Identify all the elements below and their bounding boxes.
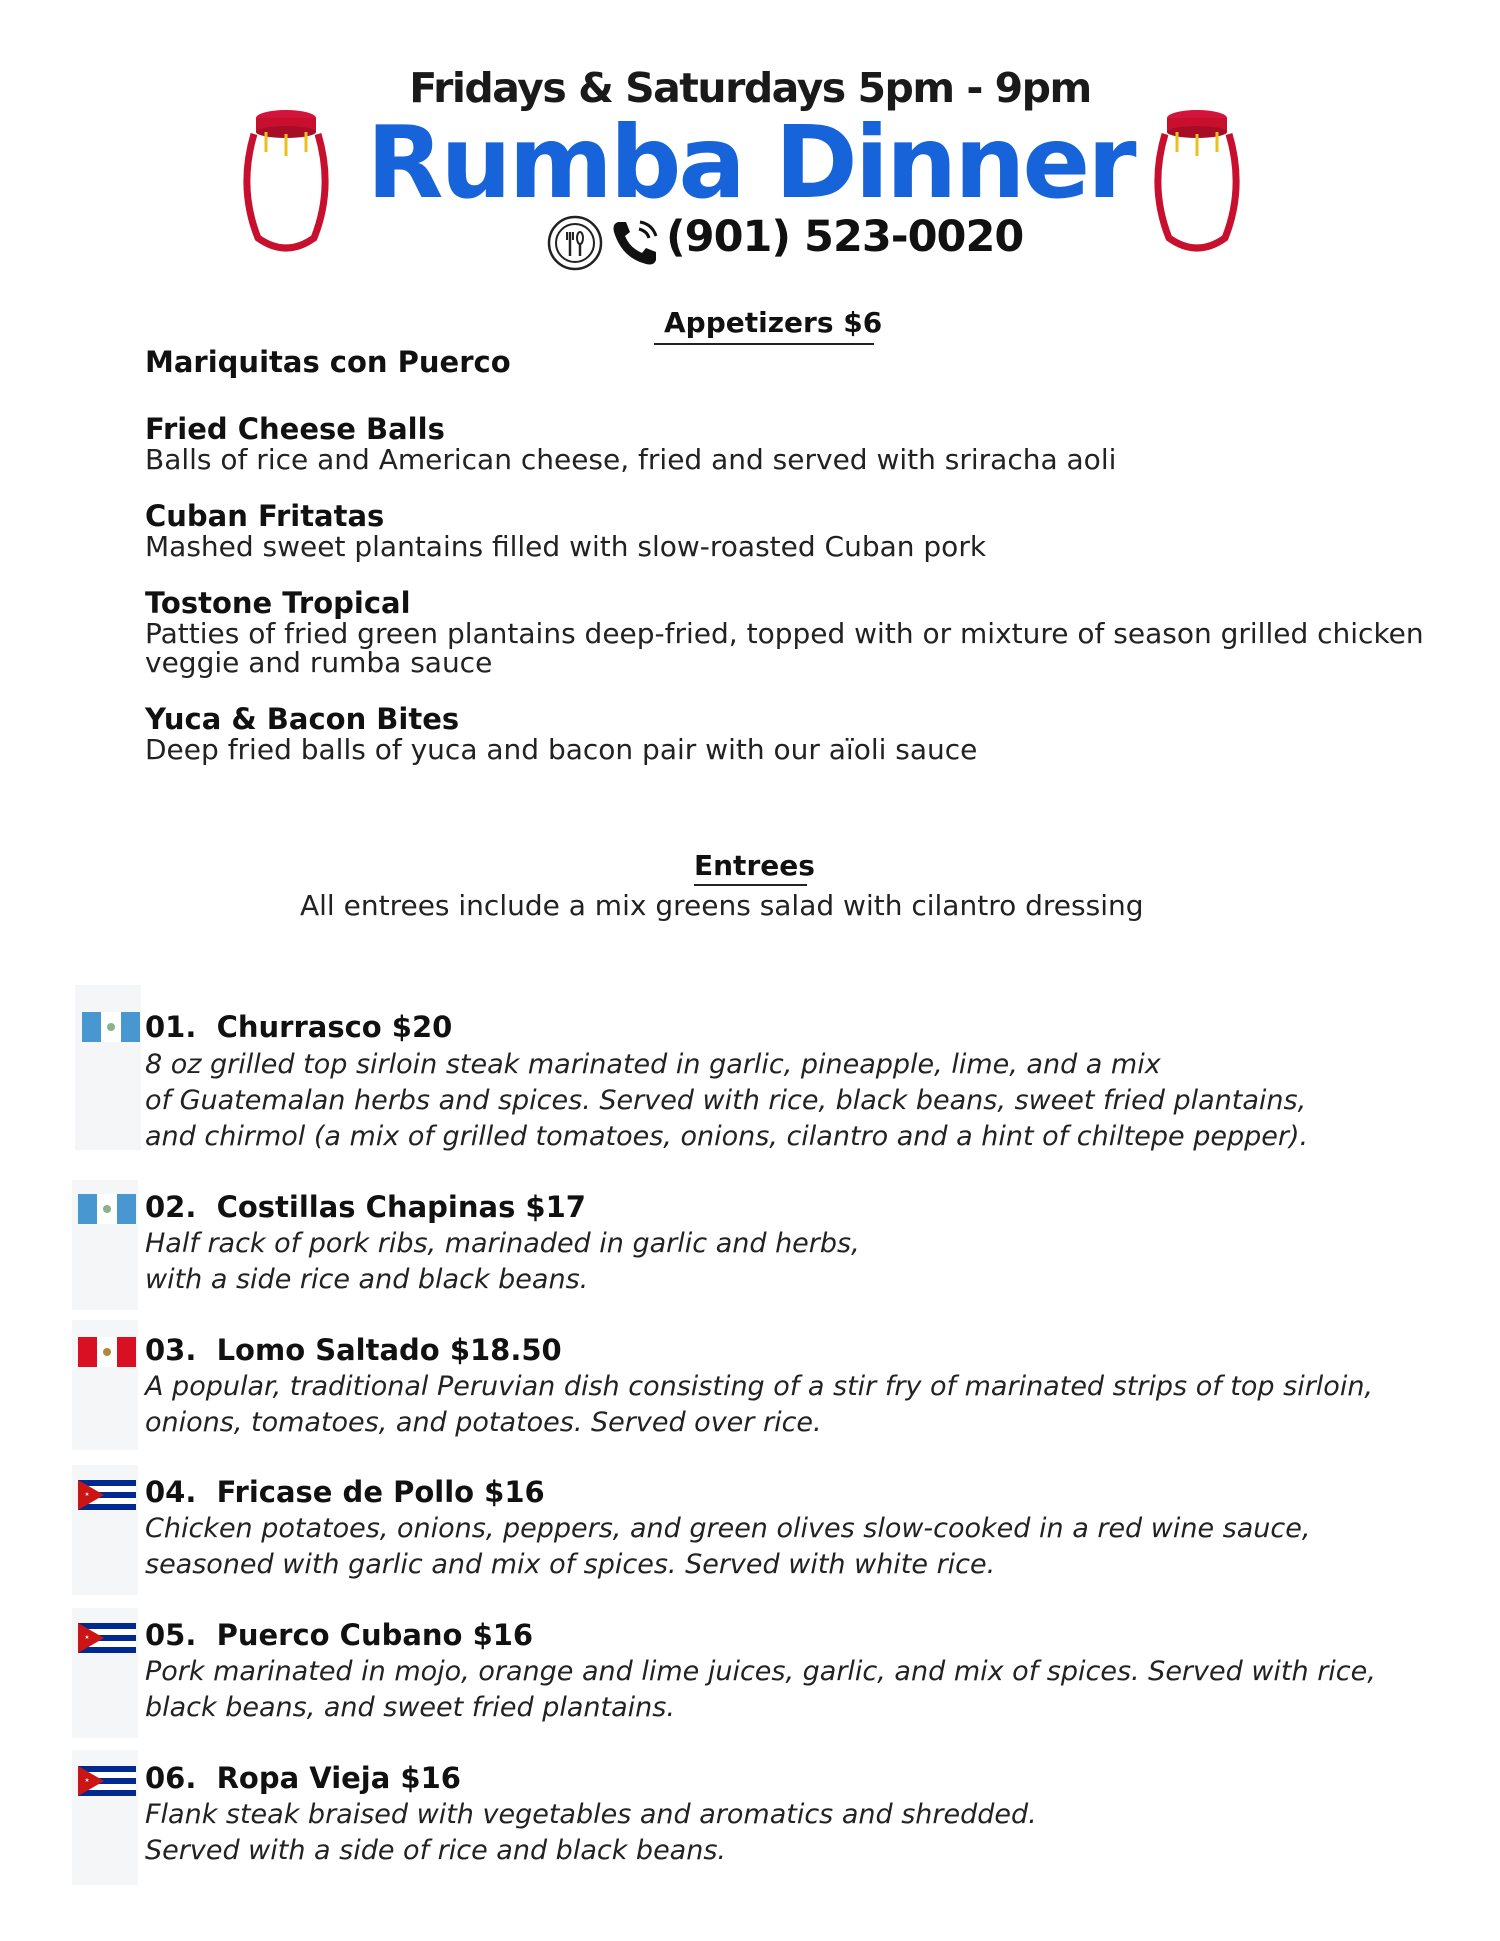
guatemala-flag-icon — [82, 1012, 140, 1042]
entree-description: and chirmol (a mix of grilled tomatoes, onions, cilantro and a hint of chiltepe pepper). — [145, 1121, 1309, 1152]
entree-description: Half rack of pork ribs, marinaded in garlic and herbs, — [145, 1228, 860, 1259]
appetizer-description: Balls of rice and American cheese, fried and served with sriracha aoli — [145, 443, 1117, 476]
cuba-flag-icon — [78, 1766, 136, 1796]
appetizer-description: veggie and rumba sauce — [145, 646, 493, 679]
cuba-flag-icon — [78, 1480, 136, 1510]
entrees-note: All entrees include a mix greens salad with cilantro dressing — [300, 889, 1144, 922]
phone-icon — [608, 216, 662, 270]
entree-title — [145, 1010, 452, 1044]
entree-description: with a side rice and black beans. — [145, 1264, 589, 1295]
entree-title — [145, 1190, 586, 1224]
schedule-text: Fridays & Saturdays 5pm - 9pm — [409, 64, 1091, 112]
appetizer-name: Fried Cheese Balls — [145, 412, 445, 446]
appetizer-description: Mashed sweet plantains filled with slow-roasted Cuban pork — [145, 530, 987, 563]
entree-name: Churrasco $20 — [216, 1010, 453, 1044]
entree-name: Costillas Chapinas $17 — [216, 1190, 586, 1224]
appetizers-underline — [654, 343, 874, 345]
entree-description: of Guatemalan herbs and spices. Served with rice, black beans, sweet fried plantains, — [145, 1085, 1307, 1116]
entree-description: Served with a side of rice and black beans. — [145, 1835, 726, 1866]
entree-description: Chicken potatoes, onions, peppers, and green olives slow-cooked in a red wine sauce, — [145, 1513, 1311, 1544]
appetizer-description: Deep fried balls of yuca and bacon pair with our aïoli sauce — [145, 733, 978, 766]
entree-description: 8 oz grilled top sirloin steak marinated in garlic, pineapple, lime, and a mix — [145, 1049, 1161, 1080]
entrees-underline — [694, 884, 807, 886]
entrees-heading: Entrees — [694, 849, 815, 882]
appetizers-heading: Appetizers $6 — [664, 306, 883, 339]
page-title: Rumba Dinner — [366, 104, 1134, 221]
restaurant-icon — [546, 214, 604, 272]
entree-number: 04. — [145, 1475, 197, 1509]
entree-number: 02. — [145, 1190, 197, 1224]
appetizer-description: Patties of fried green plantains deep-fried, topped with or mixture of season grilled chicken — [145, 617, 1424, 650]
entree-description: black beans, and sweet fried plantains. — [145, 1692, 675, 1723]
entree-name: Lomo Saltado $18.50 — [216, 1333, 562, 1367]
cuba-flag-icon — [78, 1623, 136, 1653]
guatemala-flag-icon — [78, 1194, 136, 1224]
conga-drum-right-icon — [1147, 108, 1247, 258]
entree-number: 06. — [145, 1761, 197, 1795]
entree-description: A popular, traditional Peruvian dish consisting of a stir fry of marinated strips of top sirloin, — [145, 1371, 1374, 1402]
appetizer-name: Mariquitas con Puerco — [145, 345, 511, 379]
entree-description: Pork marinated in mojo, orange and lime juices, garlic, and mix of spices. Served with rice, — [145, 1656, 1376, 1687]
entree-title — [145, 1333, 562, 1367]
entree-number: 01. — [145, 1010, 197, 1044]
appetizer-name: Cuban Fritatas — [145, 499, 385, 533]
appetizer-name: Tostone Tropical — [145, 586, 411, 620]
entree-title — [145, 1475, 545, 1509]
entree-number: 03. — [145, 1333, 197, 1367]
entree-description: seasoned with garlic and mix of spices. Served with white rice. — [145, 1549, 996, 1580]
entree-title — [145, 1761, 461, 1795]
entree-name: Puerco Cubano $16 — [216, 1618, 534, 1652]
entree-name: Fricase de Pollo $16 — [216, 1475, 545, 1509]
entree-name: Ropa Vieja $16 — [216, 1761, 461, 1795]
peru-flag-icon — [78, 1337, 136, 1367]
appetizer-name: Yuca & Bacon Bites — [145, 702, 460, 736]
conga-drum-left-icon — [236, 108, 336, 258]
entree-title — [145, 1618, 533, 1652]
entree-number: 05. — [145, 1618, 197, 1652]
entree-description: onions, tomatoes, and potatoes. Served over rice. — [145, 1407, 822, 1438]
phone-number[interactable]: (901) 523-0020 — [666, 212, 1024, 262]
entree-description: Flank steak braised with vegetables and aromatics and shredded. — [145, 1799, 1037, 1830]
